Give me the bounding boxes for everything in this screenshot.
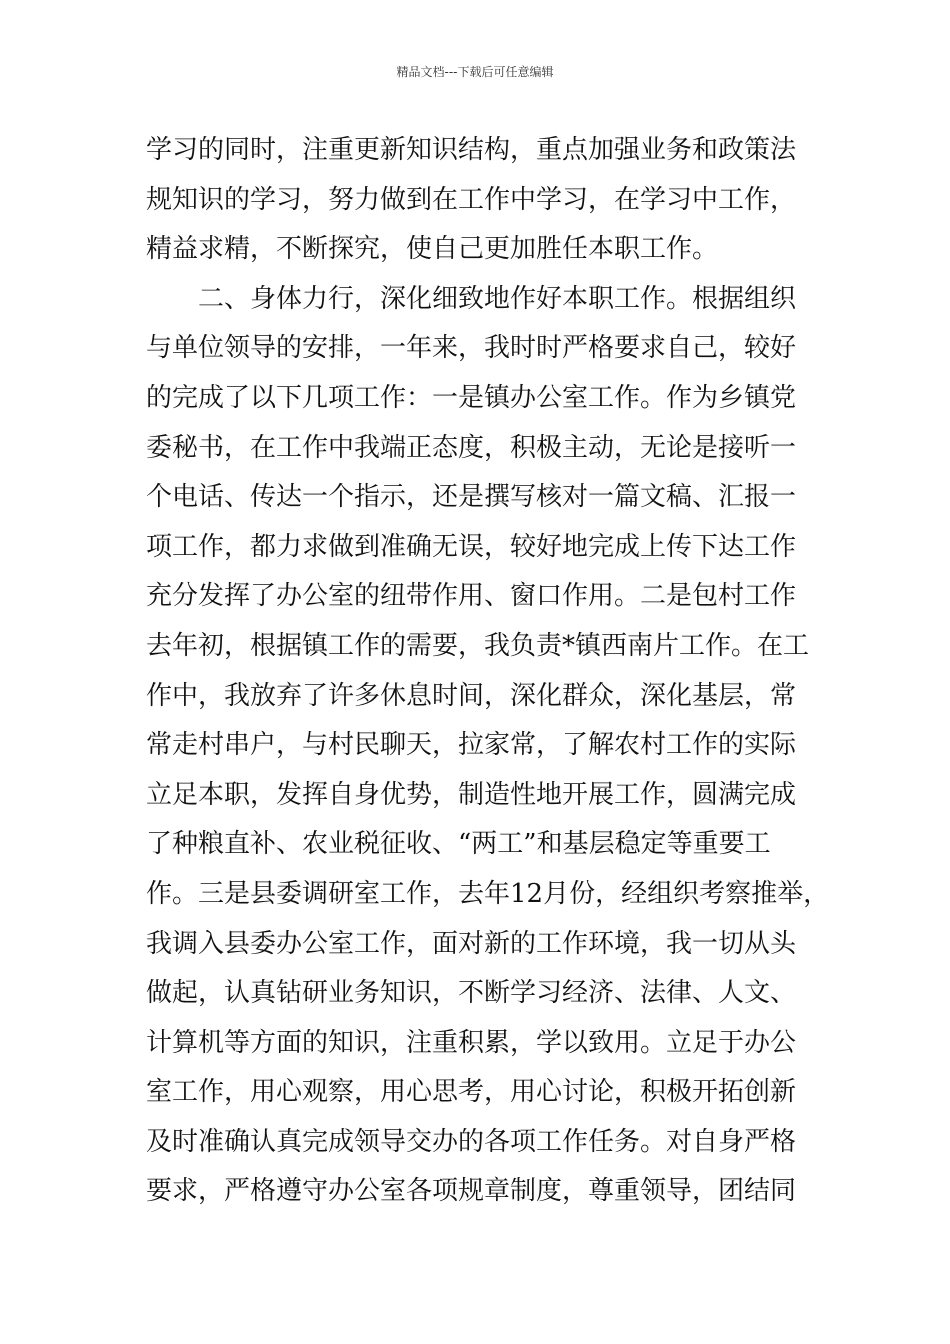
text-line: 了种粮直补、农业税征收、“两工”和基层稳定等重要工	[146, 829, 771, 860]
text-line: 委秘书，在工作中我端正态度，积极主动，无论是接听一	[146, 432, 797, 463]
text-line: 计算机等方面的知识，注重积累，学以致用。立足于办公	[146, 1027, 797, 1058]
text-line: 与单位领导的安排，一年来，我时时严格要求自己，较好	[146, 333, 797, 364]
text-line: 个电话、传达一个指示，还是撰写核对一篇文稿、汇报一	[146, 482, 797, 513]
text-line: 室工作，用心观察，用心思考，用心讨论，积极开拓创新	[146, 1077, 797, 1108]
text-line: 作。三是县委调研室工作，去年12月份，经组织考察推举，	[146, 878, 830, 909]
text-line: 学习的同时，注重更新知识结构，重点加强业务和政策法	[146, 135, 797, 165]
text-line: 及时准确认真完成领导交办的各项工作任务。对自身严格	[146, 1126, 797, 1157]
text-line: 立足本职，发挥自身优势，制造性地开展工作，圆满完成	[146, 779, 797, 810]
text-line: 的完成了以下几项工作：一是镇办公室工作。作为乡镇党	[146, 382, 797, 413]
text-line: 作中，我放弃了许多休息时间，深化群众，深化基层，常	[146, 680, 797, 711]
text-line: 要求，严格遵守办公室各项规章制度，尊重领导，团结同	[146, 1176, 797, 1207]
text-line: 常走村串户，与村民聊天，拉家常，了解农村工作的实际	[146, 730, 797, 761]
body-text	[146, 126, 830, 1217]
text-line: 做起，认真钻研业务知识，不断学习经济、法律、人文、	[146, 978, 797, 1009]
text-line: 项工作，都力求做到准确无误，较好地完成上传下达工作	[146, 531, 797, 562]
text-line: 充分发挥了办公室的纽带作用、窗口作用。二是包村工作	[146, 581, 797, 612]
page-header: 精品文档---下载后可任意编辑	[396, 65, 554, 79]
paragraph-start-line: 二、身体力行，深化细致地作好本职工作。根据组织	[198, 283, 797, 314]
text-line: 规知识的学习，努力做到在工作中学习，在学习中工作，	[146, 184, 797, 215]
text-line: 去年初，根据镇工作的需要，我负责*镇西南片工作。在工	[146, 630, 810, 661]
text-line: 我调入县委办公室工作，面对新的工作环境，我一切从头	[146, 928, 797, 959]
text-line: 精益求精，不断探究，使自己更加胜任本职工作。	[146, 234, 719, 265]
